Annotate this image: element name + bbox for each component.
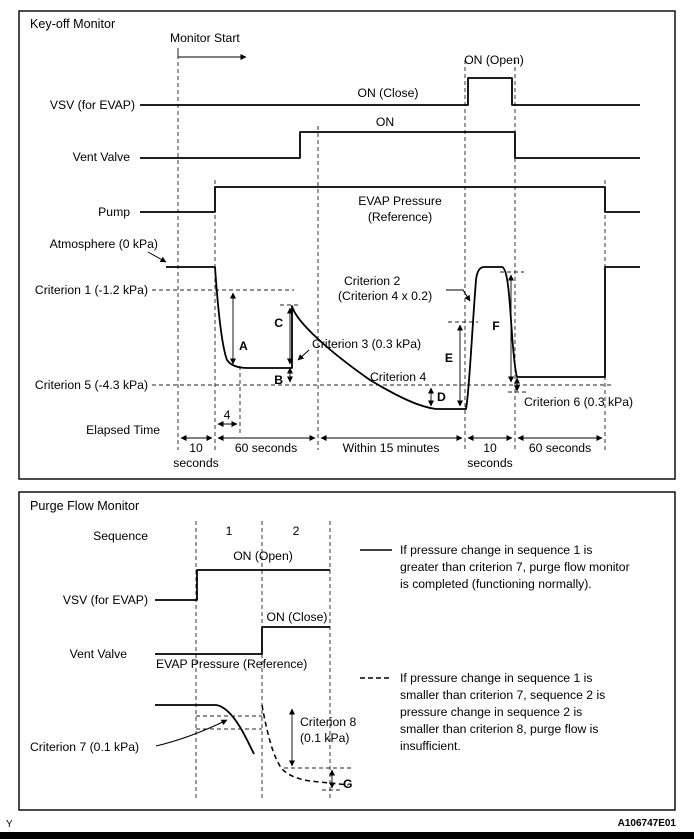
keyoff-panel <box>19 11 675 479</box>
purge-vsv-label: VSV (for EVAP) <box>62 593 148 607</box>
criterion6-label: Criterion 6 (0.3 kPa) <box>524 395 634 409</box>
time-seg1-label-line2: seconds <box>173 456 219 470</box>
figure-id-label: A106747E01 <box>617 818 676 829</box>
marker-f-label: F <box>492 319 500 333</box>
criterion7-label: Criterion 7 (0.1 kPa) <box>30 740 140 754</box>
pump-label: Pump <box>98 205 130 219</box>
marker-b-label: B <box>274 373 283 387</box>
monitor-start-arrow <box>178 48 246 57</box>
criterion4-label: Criterion 4 <box>370 370 427 384</box>
four-seconds-label: 4 <box>223 408 231 422</box>
criterion3-arrow <box>298 350 309 360</box>
criterion8-label-line2: (0.1 kPa) <box>300 731 350 745</box>
legend-dashed-text-line3: pressure change in sequence 2 is <box>400 705 583 719</box>
elapsed-time-label: Elapsed Time <box>86 423 160 437</box>
criterion3-label: Criterion 3 (0.3 kPa) <box>312 337 422 351</box>
page-mark-label: Y <box>6 819 13 830</box>
bottom-edge-bar <box>0 832 694 839</box>
marker-a-label: A <box>239 339 248 353</box>
sequence1-label: 1 <box>225 524 233 538</box>
legend-solid-text-line1: If pressure change in sequence 1 is <box>400 543 593 557</box>
time-seg4-label-line2: seconds <box>467 456 513 470</box>
criterion7-arrow <box>156 720 227 746</box>
sequence2-label: 2 <box>292 524 300 538</box>
legend-dashed-text-line1: If pressure change in sequence 1 is <box>400 671 593 685</box>
marker-g-label: G <box>343 777 353 791</box>
time-seg4-label-line1: 10 <box>483 441 497 455</box>
evap-pressure-label-line1: EVAP Pressure <box>358 194 442 208</box>
criterion5-label: Criterion 5 (-4.3 kPa) <box>34 378 148 392</box>
atmosphere-arrow <box>148 252 166 262</box>
evap-pressure-label-line2: (Reference) <box>367 210 433 224</box>
time-axis <box>173 438 602 470</box>
vsv-on-close-label: ON (Close) <box>357 86 419 100</box>
purge-vsv-trace <box>155 570 330 600</box>
criterion2-label-line2: (Criterion 4 x 0.2) <box>338 289 433 303</box>
purge-panel <box>19 492 675 810</box>
marker-d-label: D <box>437 390 446 404</box>
legend-dashed-text-line4: smaller than criterion 8, purge flow is <box>400 722 599 736</box>
atmosphere-label: Atmosphere (0 kPa) <box>49 237 158 251</box>
criterion2-arrow <box>446 290 470 301</box>
time-seg3-label: Within 15 minutes <box>342 441 440 455</box>
sequence-label: Sequence <box>93 529 148 543</box>
purge-vsv-on-open-label: ON (Open) <box>233 549 293 563</box>
purge-vent-on-close-label: ON (Close) <box>266 610 328 624</box>
legend-solid-text-line2: greater than criterion 7, purge flow monitor <box>400 560 630 574</box>
legend-solid-text-line3: is completed (functioning normally). <box>400 577 592 591</box>
purge-pressure-solid-trace <box>155 705 254 754</box>
keyoff-title: Key-off Monitor <box>30 17 116 31</box>
vsv-label: VSV (for EVAP) <box>49 98 135 112</box>
legend-dashed-text-line5: insufficient. <box>400 739 461 753</box>
purge-title: Purge Flow Monitor <box>30 499 140 513</box>
keyoff-vertical-guides <box>178 48 605 450</box>
vent-on-label: ON <box>375 115 395 129</box>
marker-e-label: E <box>444 351 453 365</box>
purge-vent-valve-label: Vent Valve <box>69 647 127 661</box>
purge-legend <box>360 543 630 753</box>
monitor-start-label: Monitor Start <box>170 31 240 45</box>
time-seg1-label-line1: 10 <box>189 441 203 455</box>
purge-vent-valve-trace <box>155 627 330 654</box>
purge-evap-pressure-label: EVAP Pressure (Reference) <box>156 657 308 671</box>
marker-c-label: C <box>274 316 283 330</box>
vent-valve-label: Vent Valve <box>72 150 130 164</box>
vsv-on-open-label: ON (Open) <box>464 53 524 67</box>
vent-valve-trace <box>140 132 640 158</box>
legend-dashed-text-line2: smaller than criterion 7, sequence 2 is <box>400 688 606 702</box>
time-seg5-label: 60 seconds <box>528 441 592 455</box>
criterion1-label: Criterion 1 (-1.2 kPa) <box>34 283 148 297</box>
criterion8-label-line1: Criterion 8 <box>300 715 357 729</box>
time-seg2-label: 60 seconds <box>234 441 298 455</box>
criterion2-label-line1: Criterion 2 <box>344 274 401 288</box>
